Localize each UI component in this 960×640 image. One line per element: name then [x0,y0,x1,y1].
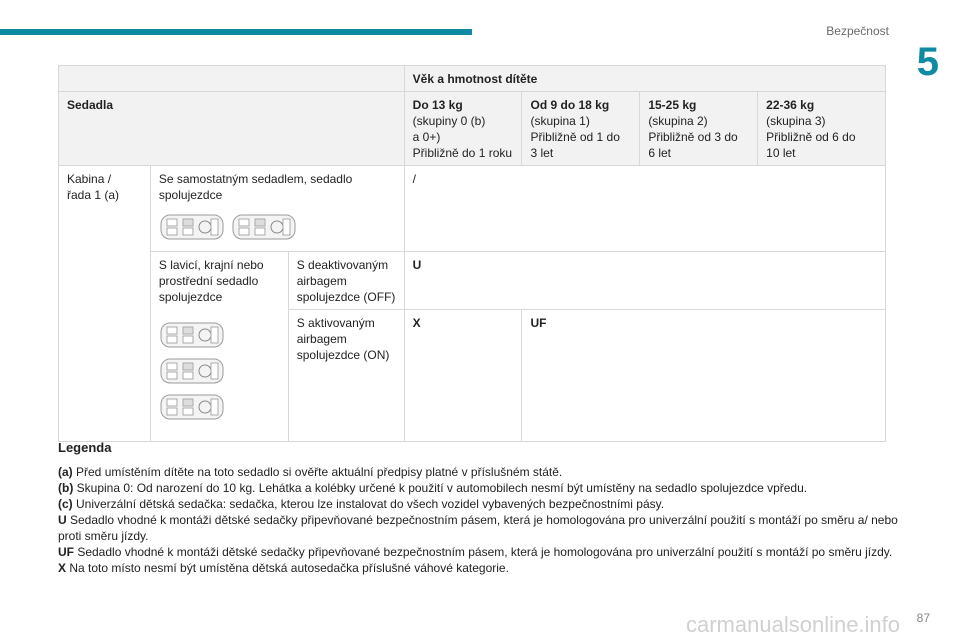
single-seat-row [59,166,886,252]
single-seat-value: / [404,166,885,252]
legend-item: U Sedadlo vhodné k montáži dětské sedačky připevňované bezpečnostním pásem, která je homologována pro univerzální použití s montáží po směru a/ nebo proti směru jízdy. [58,513,898,543]
van-seat-icon [159,211,227,243]
weight-group-cell: 22-36 kg (skupina 3) Přibližně od 6 do 10 let [758,92,886,166]
seat-diagrams [159,319,280,423]
legend-title: Legenda [58,440,112,455]
airbag-off-row [59,252,886,310]
airbag-on-label: S aktivovaným airbagem spolujezdce (ON) [288,310,404,442]
van-seat-icon [231,211,299,243]
legend [58,440,898,576]
airbag-on-value: UF [522,310,886,442]
van-seat-icon [159,355,227,387]
chapter-number: 5 [916,40,939,84]
header-accent-bar [0,29,472,35]
watermark: carmanualsonline.info [686,612,901,637]
airbag-off-value: U [404,252,885,310]
table-header-row [59,66,886,92]
page-number: 87 [916,611,930,625]
airbag-off-label: S deaktivovaným airbagem spolujezdce (OFF) [288,252,404,310]
weight-groups-row [59,92,886,166]
airbag-on-value: X [404,310,522,442]
section-title: Bezpečnost [826,24,889,38]
legend-item: (b) Skupina 0: Od narození do 10 kg. Lehátka a kolébky určené k použití v automobilech nesmí být umístěny na sedadlo spolujezdce vpředu. [58,481,808,495]
van-seat-icon [159,319,227,351]
seats-label: Sedadla [59,92,405,166]
child-seat-table [58,65,886,442]
single-seat-cell: Se samostatným sedadlem, sedadlo spolujezdce [150,166,404,252]
weight-group-cell: 15-25 kg (skupina 2) Přibližně od 3 do 6 let [640,92,758,166]
legend-item: X Na toto místo nesmí být umístěna dětská autosedačka příslušné váhové kategorie. [58,561,509,575]
legend-item: UF Sedadlo vhodné k montáži dětské sedačky připevňované bezpečnostním pásem, která je homologována pro univerzální použití s montáží po směru jízdy. [58,545,893,559]
legend-item: (a) Před umístěním dítěte na toto sedadlo si ověřte aktuální předpisy platné v příslušném státě. [58,465,563,479]
weight-group-cell: Do 13 kg (skupiny 0 (b) a 0+) Přibližně do 1 roku [404,92,522,166]
seat-diagrams [159,211,396,243]
cabin-row-label: Kabina / řada 1 (a) [59,166,151,442]
weight-group-cell: Od 9 do 18 kg (skupina 1) Přibližně od 1 do 3 let [522,92,640,166]
van-seat-icon [159,391,227,423]
age-weight-header: Věk a hmotnost dítěte [404,66,885,92]
legend-item: (c) Univerzální dětská sedačka: sedačka, kterou lze instalovat do všech vozidel vybavených bezpečnostními pásy. [58,497,665,511]
bench-seat-cell: S lavicí, krajní nebo prostřední sedadlo spolujezdce [150,252,288,442]
